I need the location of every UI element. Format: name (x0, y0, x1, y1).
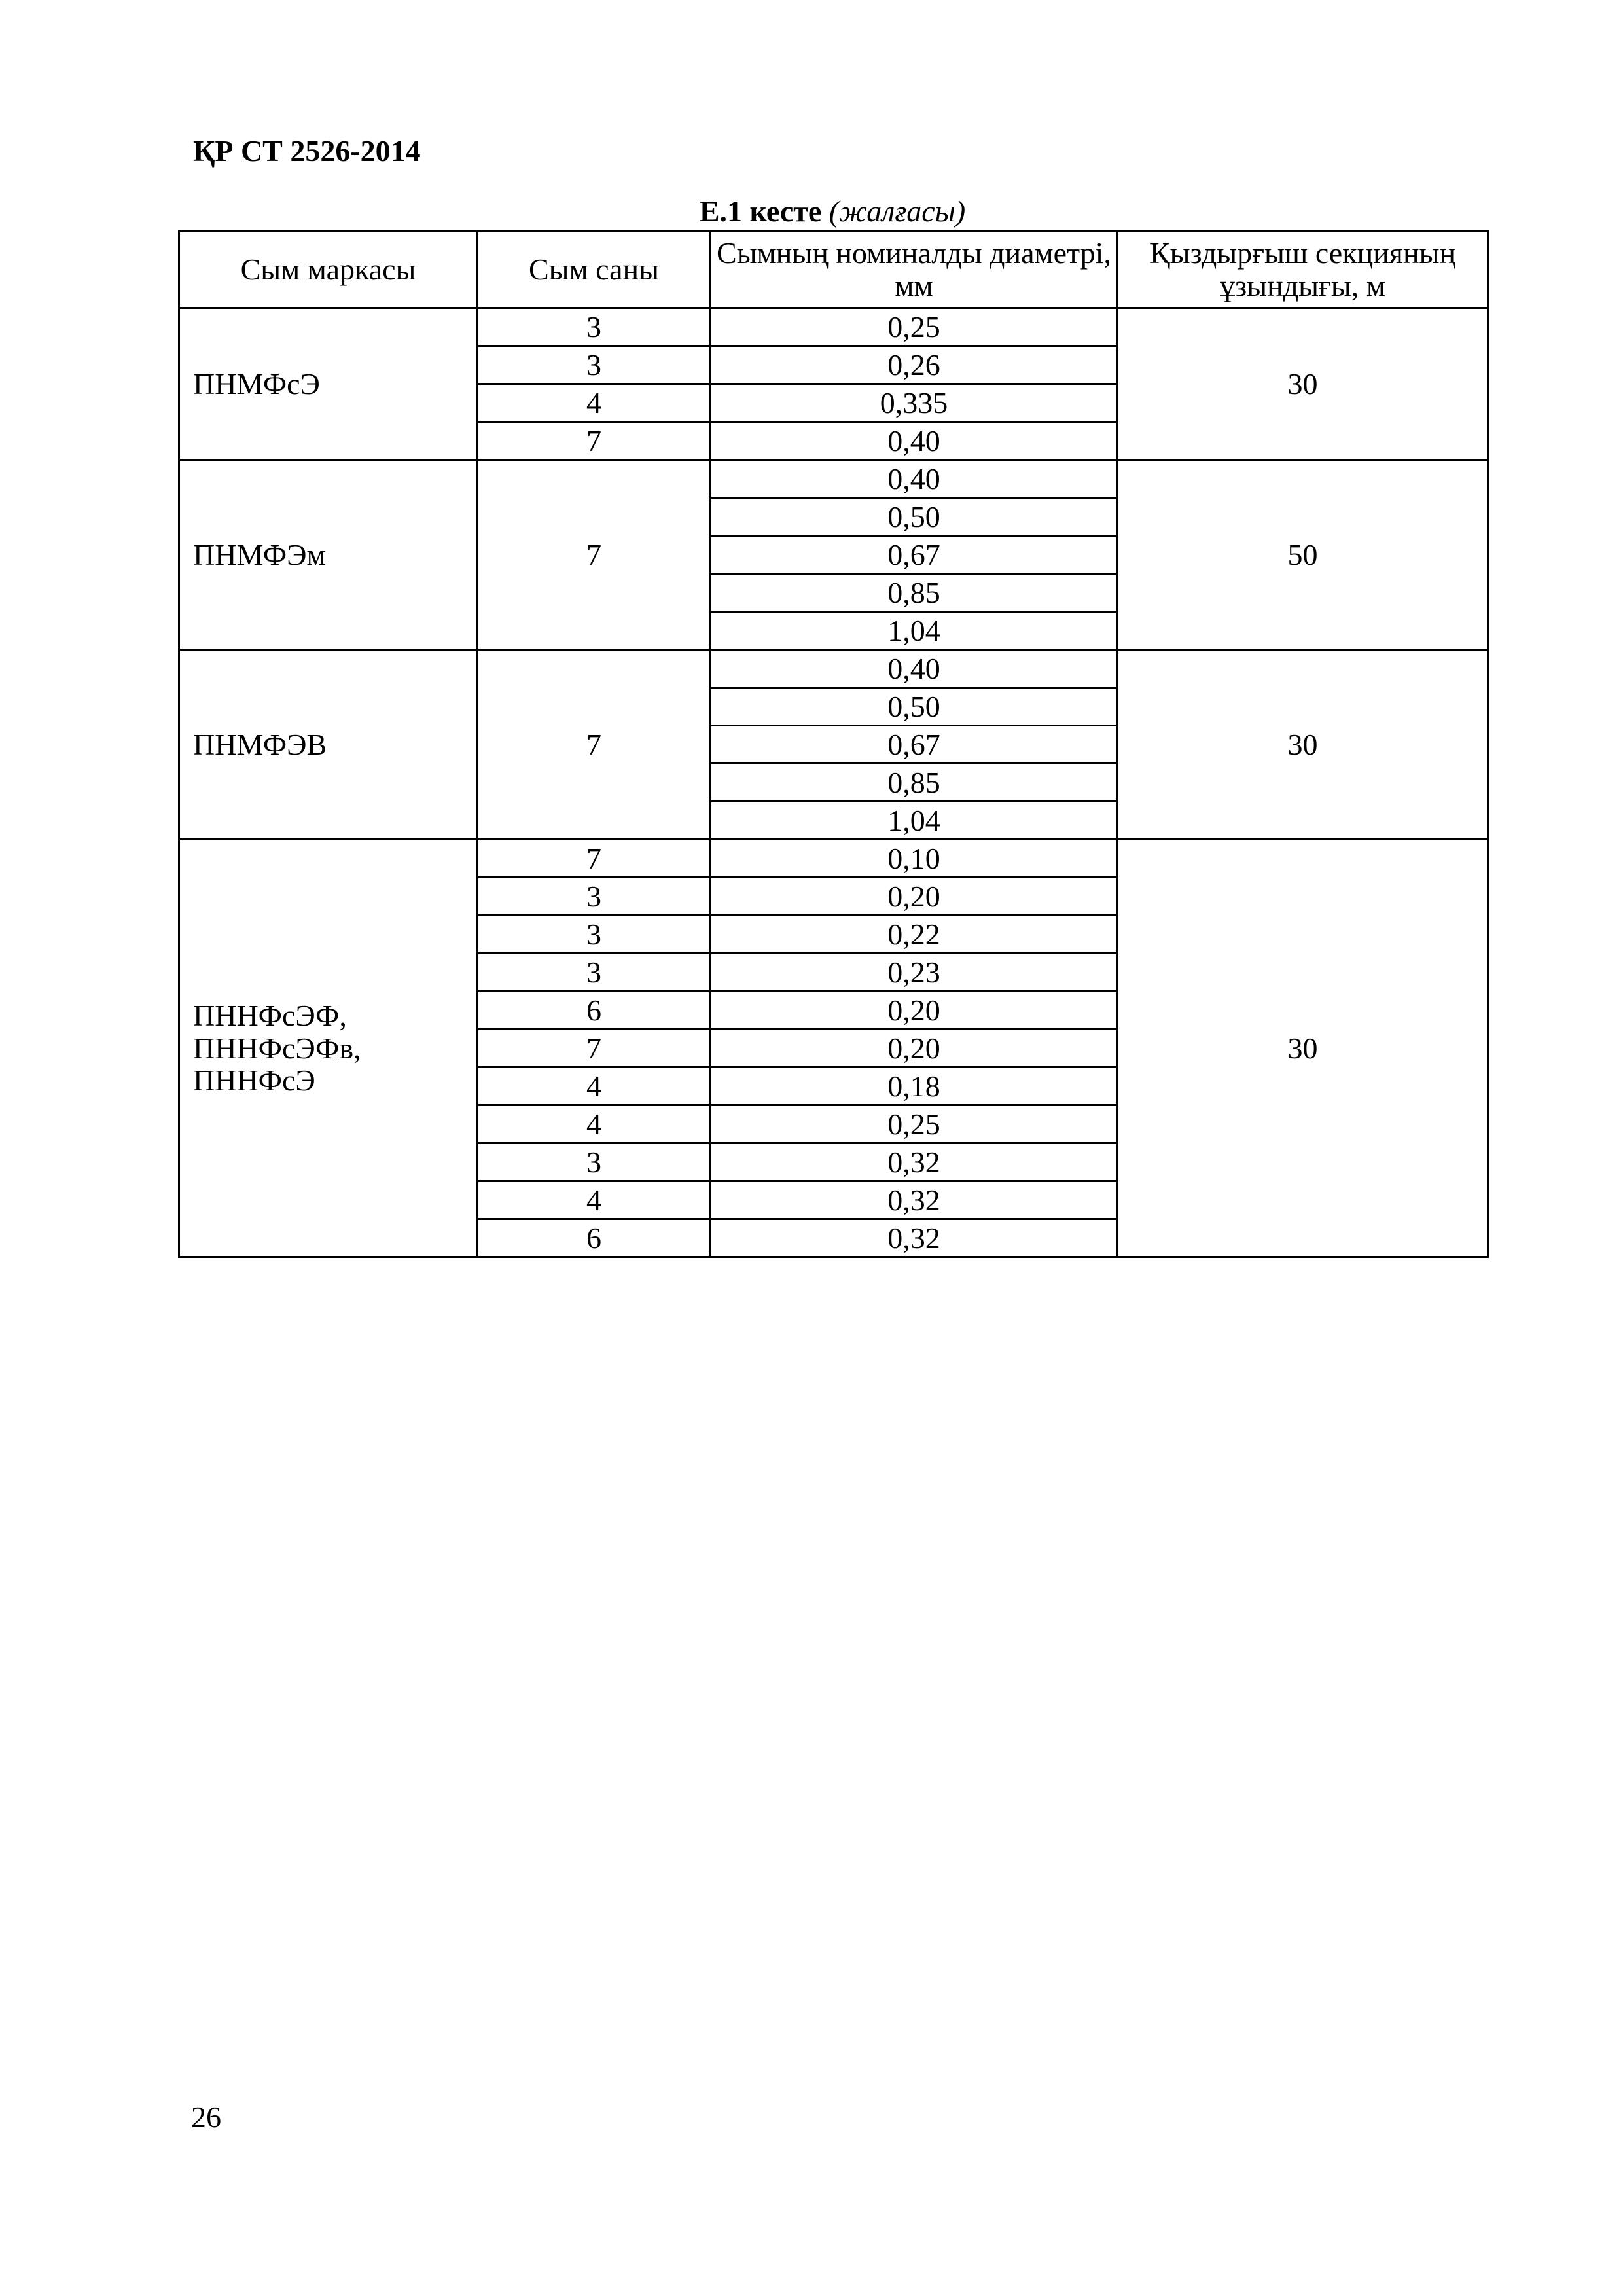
section-length-cell: 30 (1118, 308, 1488, 460)
wire-grade-cell (179, 840, 478, 1257)
nominal-diameter-cell: 0,40 (711, 422, 1118, 460)
nominal-diameter-cell: 0,18 (711, 1067, 1118, 1105)
wire-count-cell: 3 (478, 916, 711, 954)
nominal-diameter-cell: 0,335 (711, 384, 1118, 422)
table-row (179, 840, 1488, 878)
nominal-diameter-cell: 0,20 (711, 992, 1118, 1030)
wire-grade-cell (179, 650, 478, 840)
wire-count-cell: 4 (478, 1105, 711, 1143)
table-row (179, 460, 1488, 498)
nominal-diameter-cell: 0,22 (711, 916, 1118, 954)
nominal-diameter-cell: 0,85 (711, 574, 1118, 612)
wire-grade-cell (179, 308, 478, 460)
nominal-diameter-cell: 0,67 (711, 726, 1118, 764)
wire-count-cell: 7 (478, 460, 711, 650)
table-body (179, 308, 1488, 1257)
wire-count-cell: 6 (478, 1219, 711, 1257)
nominal-diameter-cell: 0,32 (711, 1181, 1118, 1219)
wire-count-cell: 7 (478, 650, 711, 840)
nominal-diameter-cell: 0,50 (711, 688, 1118, 726)
document-standard-code: ҚР СТ 2526-2014 (193, 134, 421, 168)
wire-count-cell: 7 (478, 840, 711, 878)
wire-count-cell: 4 (478, 1181, 711, 1219)
wire-count-cell: 3 (478, 308, 711, 346)
table-id: Е.1 кесте (699, 194, 822, 228)
wire-count-cell: 3 (478, 346, 711, 384)
wire-specs-table (178, 230, 1489, 1258)
nominal-diameter-cell: 0,32 (711, 1219, 1118, 1257)
wire-grade-label: ПНМФЭВ (193, 727, 327, 761)
nominal-diameter-cell: 0,26 (711, 346, 1118, 384)
wire-count-cell: 3 (478, 954, 711, 992)
wire-count-cell: 6 (478, 992, 711, 1030)
table-header-row (179, 232, 1488, 308)
wire-count-cell: 3 (478, 1143, 711, 1181)
wire-count-cell: 7 (478, 422, 711, 460)
wire-grade-label: ПНМФсЭ (193, 367, 320, 401)
nominal-diameter-cell: 0,20 (711, 878, 1118, 916)
nominal-diameter-cell: 0,40 (711, 460, 1118, 498)
page-number: 26 (191, 2100, 221, 2134)
column-header-wire-count: Сым саны (478, 232, 711, 308)
nominal-diameter-cell: 0,25 (711, 1105, 1118, 1143)
wire-grade-label: ПННФсЭ (193, 1064, 315, 1098)
wire-grade-label: ПННФсЭФв, (193, 1031, 361, 1065)
wire-grade-label: ПННФсЭФ, (193, 998, 347, 1032)
wire-grade-cell (179, 460, 478, 650)
nominal-diameter-cell: 0,32 (711, 1143, 1118, 1181)
nominal-diameter-cell: 0,85 (711, 764, 1118, 802)
wire-count-cell: 3 (478, 878, 711, 916)
table-row (179, 308, 1488, 346)
nominal-diameter-cell: 0,10 (711, 840, 1118, 878)
nominal-diameter-cell: 0,50 (711, 498, 1118, 536)
wire-grade-label: ПНМФЭм (193, 537, 326, 571)
column-header-nominal-diameter: Сымның номиналды диаметрі, мм (711, 232, 1118, 308)
table-row (179, 650, 1488, 688)
table-continued-note: (жалғасы) (829, 194, 966, 228)
nominal-diameter-cell: 0,40 (711, 650, 1118, 688)
nominal-diameter-cell: 0,67 (711, 536, 1118, 574)
column-header-section-length: Қыздырғыш секцияның ұзындығы, м (1118, 232, 1488, 308)
section-length-cell: 30 (1118, 650, 1488, 840)
nominal-diameter-cell: 1,04 (711, 802, 1118, 840)
wire-count-cell: 4 (478, 384, 711, 422)
wire-count-cell: 4 (478, 1067, 711, 1105)
table-caption (178, 196, 1487, 226)
nominal-diameter-cell: 0,20 (711, 1030, 1118, 1067)
wire-count-cell: 7 (478, 1030, 711, 1067)
nominal-diameter-cell: 0,25 (711, 308, 1118, 346)
section-length-cell: 30 (1118, 840, 1488, 1257)
nominal-diameter-cell: 1,04 (711, 612, 1118, 650)
section-length-cell: 50 (1118, 460, 1488, 650)
column-header-wire-grade: Сым маркасы (179, 232, 478, 308)
nominal-diameter-cell: 0,23 (711, 954, 1118, 992)
